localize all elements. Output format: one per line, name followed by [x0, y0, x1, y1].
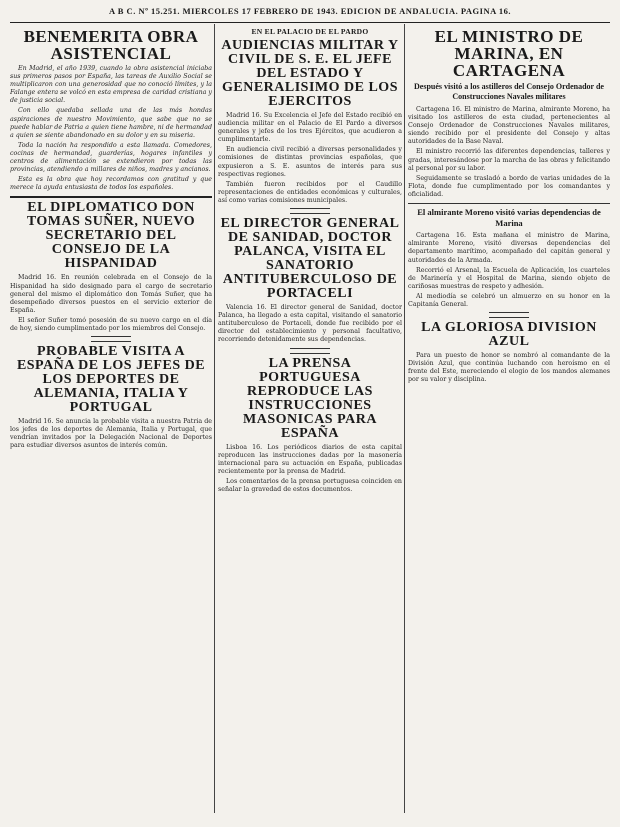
ornament: [218, 208, 402, 214]
article-paragraph: Esta es la obra que hoy recordamos con gratitud y que merece la ayuda entusiasta de todos los españoles.: [10, 176, 212, 192]
article-paragraph: Recorrió el Arsenal, la Escuela de Aplicación, los cuarteles de Marinería y el Hospital de Marina, siendo objeto de cariñosas muestras de respeto y adhesión.: [408, 266, 610, 290]
article-paragraph: Madrid 16. Se anuncia la probable visita a nuestra Patria de los jefes de los deportes de Alemania, Italia y Portugal, que vendrían invitados por la Delegación Nacional de Deportes para estudiar diversos asuntos de interés común.: [10, 418, 212, 450]
column-1: [10, 26, 212, 813]
article-paragraph: Seguidamente se trasladó a bordo de varias unidades de la Flota, donde fue cumplimentado por los comandantes y oficialidad.: [408, 174, 610, 198]
article-paragraph: Valencia 16. El director general de Sanidad, doctor Palanca, ha llegado a esta capital, visitando el sanatorio antituberculoso de Portaceli, donde fue recibido por el director del establecimiento y personal facultativo, recorriendo detenidamente sus dependencias.: [218, 304, 402, 344]
article-paragraph: Los comentarios de la prensa portuguesa coinciden en señalar la gravedad de estos documentos.: [218, 477, 402, 493]
article-paragraph: En audiencia civil recibió a diversas personalidades y comisiones de distintas provincias españolas, que expusieron a S. E. asuntos de interés para sus respectivas regiones.: [218, 146, 402, 178]
article-paragraph: Para un puesto de honor se nombró al comandante de la División Azul, que continúa luchando con heroísmo en el frente del Este, mereciendo el elogio de los mandos alemanes por su valor y disciplina.: [408, 352, 610, 384]
article-paragraph: Cartagena 16. Esta mañana el ministro de Marina, almirante Moreno, visitó diversas dependencias del departamento marítimo, acompañado del capitán general y autoridades de la Armada.: [408, 232, 610, 264]
kicker-el-pardo: EN EL PALACIO DE EL PARDO: [251, 27, 369, 36]
article-paragraph: Al mediodía se celebró un almuerzo en su honor en la Capitanía General.: [408, 292, 610, 309]
article-paragraph: Con ello quedaba sellada una de las más hondas aspiraciones de nuestro Movimiento, que sabe que no se puede hablar de Patria a quien tiene hambre, ni de hermandad a quien se siente abandonado en su dolor y en su miseria.: [10, 107, 212, 139]
article-paragraph: Lisboa 16. Los periódicos diarios de esta capital reproducen las instrucciones dadas por la masonería internacional para su actuación en España, publicadas recientemente por la prensa de Madrid.: [218, 443, 402, 475]
column-divider-1: [214, 24, 215, 813]
headline-prensa-portuguesa: LA PRENSA PORTUGUESA REPRODUCE LAS INSTRUCCIONES MASONICAS PARA ESPAÑA: [243, 355, 377, 441]
section-rule: [10, 196, 212, 198]
ornament: [408, 312, 610, 318]
headline-division-azul: LA GLORIOSA DIVISION AZUL: [421, 320, 597, 350]
deck-astilleros: Después visitó a los astilleros del Consejo Ordenador de Construcciones Navales militares: [414, 82, 604, 101]
article-paragraph: Madrid 16. Su Excelencia el Jefe del Estado recibió en audiencia militar en el Palacio de El Pardo a diversos generales y jefes de los tres Ejércitos, que acudieron a cumplimentarle.: [218, 112, 402, 144]
column-2: [218, 26, 402, 813]
headline-almirante-moreno: El almirante Moreno visitó varias dependencias de Marina: [417, 207, 601, 228]
article-paragraph: El ministro recorrió las diferentes dependencias, talleres y gradas, interesándose por la marcha de las obras y felicitando al personal por su labor.: [408, 148, 610, 172]
ornament: [10, 336, 212, 342]
article-paragraph: Toda la nación ha respondido a esta llamada. Comedores, cocinas de hermandad, guarderías, hogares infantiles y centros de alimentación se extendieron por todas las provincias, atendiendo a millares de niños, madres y ancianos.: [10, 141, 212, 174]
article-paragraph: El señor Suñer tomó posesión de su nuevo cargo en el día de hoy, siendo cumplimentado por los miembros del Consejo.: [10, 316, 212, 332]
article-paragraph: Cartagena 16. El ministro de Marina, almirante Moreno, ha visitado los astilleros de esta ciudad, pertenecientes al Consejo Ordenador de Construcciones Navales militares, siendo recibido por el presidente del Consejo y altas autoridades de la Base Naval.: [408, 106, 610, 146]
headline-director-sanidad: EL DIRECTOR GENERAL DE SANIDAD, DOCTOR PALANCA, VISITA EL SANATORIO ANTITUBERCULOSO DE PORTACELI: [220, 216, 400, 302]
column-3: [408, 26, 610, 813]
headline-obra-asistencial: BENEMERITA OBRA ASISTENCIAL: [23, 27, 199, 63]
top-rule: [10, 22, 610, 23]
ornament: [218, 348, 402, 354]
column-divider-2: [404, 24, 405, 813]
article-paragraph: También fueron recibidos por el Caudillo representaciones de entidades económicas y culturales, así como varias comisiones municipales.: [218, 180, 402, 204]
headline-tomas-suner: EL DIPLOMATICO DON TOMAS SUÑER, NUEVO SECRETARIO DEL CONSEJO DE LA HISPANIDAD: [26, 200, 196, 272]
masthead: A B C. Nº 15.251. MIERCOLES 17 FEBRERO DE 1943. EDICION DE ANDALUCIA. PAGINA 16.: [108, 6, 512, 16]
article-paragraph: En Madrid, el año 1939, cuando la obra asistencial iniciaba sus primeros pasos por España, las tareas de Auxilio Social se multiplicaron con una generosidad que no conoció límites, y la Falange entera se volcó en esta empresa de caridad cristiana y de justicia social.: [10, 65, 212, 105]
section-rule: [408, 203, 610, 204]
headline-visita-deportes: PROBABLE VISITA A ESPAÑA DE LOS JEFES DE LOS DEPORTES DE ALEMANIA, ITALIA Y PORTUGAL: [16, 344, 206, 416]
headline-audiencias: AUDIENCIAS MILITAR Y CIVIL DE S. E. EL JEFE DEL ESTADO Y GENERALISIMO DE LOS EJERCITOS: [221, 38, 399, 109]
article-paragraph: Madrid 16. En reunión celebrada en el Consejo de la Hispanidad ha sido designado para el cargo de secretario general del mismo el diplomático don Tomás Suñer, que ha desempeñado diversos puestos en el servicio exterior de España.: [10, 274, 212, 314]
headline-ministro-marina: EL MINISTRO DE MARINA, EN CARTAGENA: [434, 27, 584, 80]
